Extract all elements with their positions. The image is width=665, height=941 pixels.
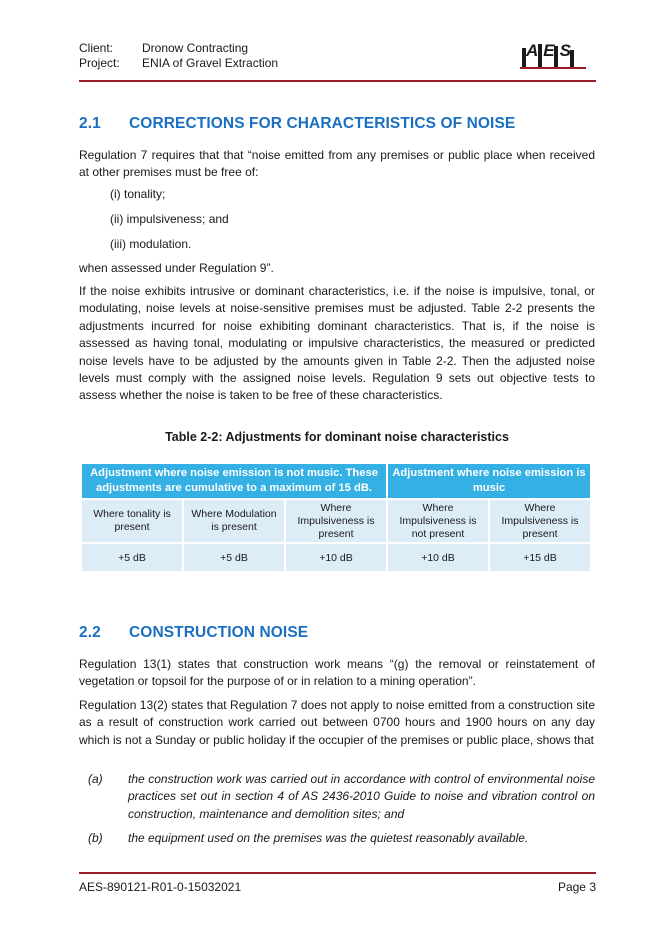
list-item-tonality: (i) tonality; (110, 187, 166, 201)
item-marker: (b) (88, 831, 103, 845)
table-row (82, 544, 590, 571)
group-header-not-music: Adjustment where noise emission is not music. These adjustments are cumulative to a maximum of 15 dB. (82, 464, 386, 498)
section-2-2-para1: Regulation 13(1) states that construction work means “(g) the removal or reinstatement of vegetation or topsoil for the purpose of or in relation to a mining operation”. (79, 657, 595, 689)
section-heading-2-2 (79, 624, 308, 642)
section-heading-2-1 (79, 115, 515, 133)
document-reference: AES-890121-R01-0-15032021 (79, 880, 242, 894)
section-number: 2.2 (79, 624, 101, 641)
footer-rule (79, 872, 596, 874)
table-column-header-row (82, 500, 590, 542)
column-header: Where Modulation is present (184, 500, 284, 542)
list-item-impulsiveness: (ii) impulsiveness; and (110, 212, 229, 226)
client-value: Dronow Contracting (142, 41, 249, 55)
project-label: Project: (79, 56, 120, 70)
item-marker: (a) (88, 772, 103, 786)
section-2-1-intro: Regulation 7 requires that that “noise emitted from any premises or public place when received at other premises must be free of: (79, 148, 595, 180)
section-title: CORRECTIONS FOR CHARACTERISTICS OF NOISE (129, 115, 516, 132)
adjustments-table (80, 462, 592, 573)
group-header-music: Adjustment where noise emission is music (388, 464, 590, 498)
item-text: the construction work was carried out in accordance with control of environmental noise practices set out in section 4 of AS 2436-2010 Guide to noise and vibration control on construction, maintenance and demolition sites; and (128, 772, 595, 821)
aes-logo (520, 38, 590, 70)
svg-text:AES: AES (526, 41, 576, 60)
table-cell: +10 dB (388, 544, 488, 571)
column-header: Where Impulsiveness is not present (388, 500, 488, 542)
client-label: Client: (79, 41, 114, 55)
table-cell: +5 dB (82, 544, 182, 571)
page-header (79, 41, 278, 71)
section-2-2-para2: Regulation 13(2) states that Regulation 7 does not apply to noise emitted from a construction site as a result of construction work carried out between 0700 hours and 1900 hours on any day which is not a Sunday or public holiday if the occupier of the premises or public place, shows that (79, 698, 595, 747)
header-rule (79, 80, 596, 82)
condition-item-b (79, 830, 595, 847)
table-group-header-row (82, 464, 590, 498)
section-2-1-body: If the noise exhibits intrusive or dominant characteristics, i.e. if the noise is impulsive, tonal, or modulating, noise levels at noise-sensitive premises must be adjusted. Table 2-2 presents the adjustments incurred for noise exhibiting dominant characteristics. That is, if the noise is assessed as having tonal, modulating or impulsive characteristics, the measured or predicted noise levels have to be adjusted by the amounts given in Table 2-2. Then the adjusted noise levels must comply with the assigned noise levels. Regulation 9 sets out objective tests to assess whether the noise is taken to be free of these characteristics. (79, 284, 595, 403)
condition-item-a (79, 771, 595, 823)
column-header: Where Impulsiveness is present (490, 500, 590, 542)
column-header: Where tonality is present (82, 500, 182, 542)
list-item-modulation: (iii) modulation. (110, 237, 192, 251)
project-value: ENIA of Gravel Extraction (142, 56, 279, 70)
item-text: the equipment used on the premises was the quietest reasonably available. (128, 831, 529, 845)
table-cell: +10 dB (286, 544, 386, 571)
table-cell: +5 dB (184, 544, 284, 571)
section-number: 2.1 (79, 115, 101, 132)
section-2-1-after-list: when assessed under Regulation 9”. (79, 261, 274, 275)
section-title: CONSTRUCTION NOISE (129, 624, 309, 641)
page-footer (79, 880, 596, 894)
page-number: Page 3 (557, 880, 596, 894)
table-cell: +15 dB (490, 544, 590, 571)
table-caption: Table 2-2: Adjustments for dominant noise characteristics (165, 430, 509, 444)
column-header: Where Impulsiveness is present (286, 500, 386, 542)
